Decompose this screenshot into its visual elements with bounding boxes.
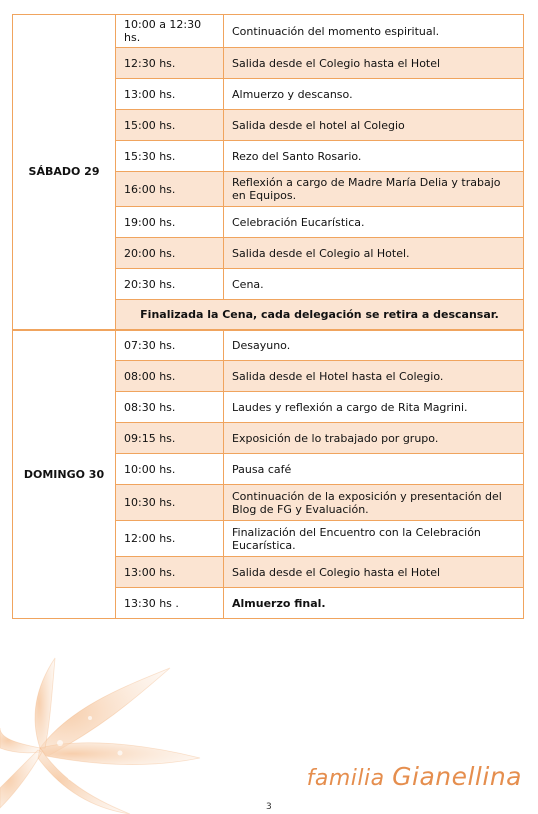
time-cell: 12:30 hs.: [116, 48, 224, 79]
activity-cell: Exposición de lo trabajado por grupo.: [224, 423, 524, 454]
time-cell: 12:00 hs.: [116, 521, 224, 557]
flower-decoration: [0, 648, 210, 814]
time-cell: 10:30 hs.: [116, 485, 224, 521]
activity-cell: Salida desde el hotel al Colegio: [224, 110, 524, 141]
day-label-saturday: SÁBADO 29: [13, 15, 116, 330]
activity-cell: Cena.: [224, 269, 524, 300]
time-cell: 08:30 hs.: [116, 392, 224, 423]
familia-gianellina-logo: [307, 762, 522, 791]
table-row: [13, 15, 524, 48]
time-cell: 13:30 hs .: [116, 588, 224, 619]
activity-cell: Desayuno.: [224, 330, 524, 361]
activity-cell: Reflexión a cargo de Madre María Delia y trabajo en Equipos.: [224, 172, 524, 207]
activity-cell: Salida desde el Colegio hasta el Hotel: [224, 48, 524, 79]
time-cell: 10:00 a 12:30 hs.: [116, 15, 224, 48]
activity-cell: Almuerzo final.: [224, 588, 524, 619]
activity-cell: Salida desde el Colegio al Hotel.: [224, 238, 524, 269]
time-cell: 13:00 hs.: [116, 557, 224, 588]
time-cell: 07:30 hs.: [116, 330, 224, 361]
activity-cell: Finalización del Encuentro con la Celebración Eucarística.: [224, 521, 524, 557]
time-cell: 16:00 hs.: [116, 172, 224, 207]
time-cell: 15:00 hs.: [116, 110, 224, 141]
time-cell: 09:15 hs.: [116, 423, 224, 454]
time-cell: 08:00 hs.: [116, 361, 224, 392]
table-row: [13, 330, 524, 361]
logo-word-gianellina: Gianellina: [392, 762, 522, 791]
activity-cell: Continuación del momento espiritual.: [224, 15, 524, 48]
activity-cell: Salida desde el Hotel hasta el Colegio.: [224, 361, 524, 392]
activity-cell: Laudes y reflexión a cargo de Rita Magrini.: [224, 392, 524, 423]
activity-cell: Salida desde el Colegio hasta el Hotel: [224, 557, 524, 588]
saturday-closing-note: Finalizada la Cena, cada delegación se retira a descansar.: [116, 300, 524, 330]
logo-word-familia: familia: [306, 766, 385, 791]
time-cell: 20:30 hs.: [116, 269, 224, 300]
time-cell: 15:30 hs.: [116, 141, 224, 172]
activity-cell: Celebración Eucarística.: [224, 207, 524, 238]
activity-cell: Almuerzo y descanso.: [224, 79, 524, 110]
day-label-sunday: DOMINGO 30: [13, 330, 116, 619]
time-cell: 19:00 hs.: [116, 207, 224, 238]
schedule-table: [12, 14, 524, 619]
time-cell: 20:00 hs.: [116, 238, 224, 269]
activity-cell: Rezo del Santo Rosario.: [224, 141, 524, 172]
activity-cell: Pausa café: [224, 454, 524, 485]
time-cell: 13:00 hs.: [116, 79, 224, 110]
page-number: 3: [266, 802, 272, 812]
time-cell: 10:00 hs.: [116, 454, 224, 485]
activity-cell: Continuación de la exposición y presentación del Blog de FG y Evaluación.: [224, 485, 524, 521]
